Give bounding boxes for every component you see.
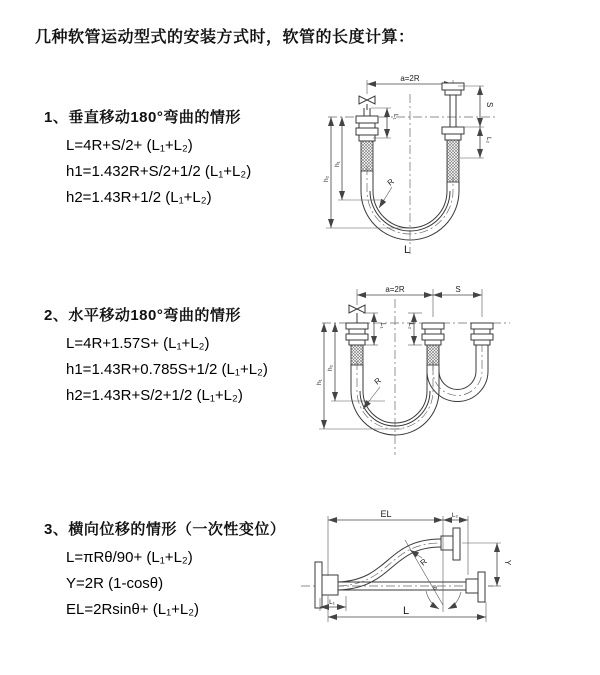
pivot-line [405, 540, 443, 605]
d1-h2-dimension-label: h₂ [323, 175, 330, 182]
d1-h1-dimension-label: h₁ [334, 161, 341, 167]
section-3-heading: 3、横向位移的情形（一次性变位） [44, 521, 286, 538]
lower-right-flange [466, 572, 485, 602]
formula-l: L=πRθ/90+ (L₁+L₂) [66, 549, 193, 566]
d2-span-dimension-label: a=2R [385, 285, 405, 294]
d1-l1-dimension-label: L₁ [392, 114, 399, 120]
section-2-heading: 2、水平移动180°弯曲的情形 [44, 307, 241, 324]
left-pipe-fitting [356, 108, 378, 171]
right-pipe-fitting [442, 83, 464, 182]
section-lateral-displacement [44, 518, 314, 627]
formula-el: EL=2Rsinθ+ (L₁+L₂) [66, 601, 200, 618]
d2-radius-label: R [372, 375, 383, 387]
d1-span-dimension-label: a=2R [400, 74, 420, 83]
d3-angle-label: θ [433, 585, 437, 592]
valve-icon [349, 305, 365, 323]
formula-h1: h1=1.432R+S/2+1/2 (L₁+L₂) [66, 163, 252, 180]
braided-hose-section [447, 140, 459, 182]
page-title: 几种软管运动型式的安装方式时，软管的长度计算： [35, 29, 415, 46]
d2-h2-dimension-label: h₂ [327, 364, 334, 371]
d2-s-dimension-label: S [455, 285, 461, 294]
d1-s-dimension-label: S [485, 102, 494, 108]
middle-pipe-fitting [422, 323, 444, 365]
formula-l: L=4R+1.57S+ (L₁+L₂) [66, 335, 210, 352]
d2-l2-dimension-label: L₂ [407, 323, 414, 330]
section-2-formulas [66, 335, 314, 404]
section-1-formulas [66, 137, 314, 206]
left-pipe-fitting [346, 323, 368, 365]
section-horizontal-movement [44, 304, 314, 413]
d2-l1-dimension-label: L₁ [379, 323, 386, 329]
formula-l: L=4R+S/2+ (L₁+L₂) [66, 137, 193, 154]
d3-el-dimension-label: EL [380, 509, 392, 519]
formula-h1: h1=1.43R+0.785S+1/2 (L₁+L₂) [66, 361, 268, 378]
d1-l2-dimension-label: L₂ [485, 137, 492, 144]
d3-radius-label: R [418, 556, 429, 568]
d1-radius-label: R [385, 176, 396, 188]
upper-right-flange [441, 528, 460, 560]
moved-pipe-fitting [471, 323, 493, 345]
d2-h1-dimension-label: h₁ [316, 379, 323, 385]
diagram-vertical-180-bend [312, 70, 577, 265]
section-vertical-movement [44, 106, 314, 215]
d3-y-dimension-label: Y [503, 560, 512, 566]
formula-h2: h2=1.43R+S/2+1/2 (L₁+L₂) [66, 387, 243, 404]
diagram-horizontal-180-bend [310, 283, 600, 463]
d3-l1-dimension-label: L₁ [329, 599, 335, 606]
section-1-heading: 1、垂直移动180°弯曲的情形 [44, 109, 241, 126]
d1-length-label: L [403, 244, 411, 256]
formula-h2: h2=1.43R+1/2 (L₁+L₂) [66, 189, 212, 206]
d3-l2-dimension-label: L₂ [451, 512, 459, 519]
formula-y: Y=2R (1-cosθ) [66, 575, 164, 592]
diagram-lateral-displacement [298, 498, 598, 648]
d3-length-label: L [402, 605, 410, 617]
section-3-formulas [66, 549, 314, 618]
